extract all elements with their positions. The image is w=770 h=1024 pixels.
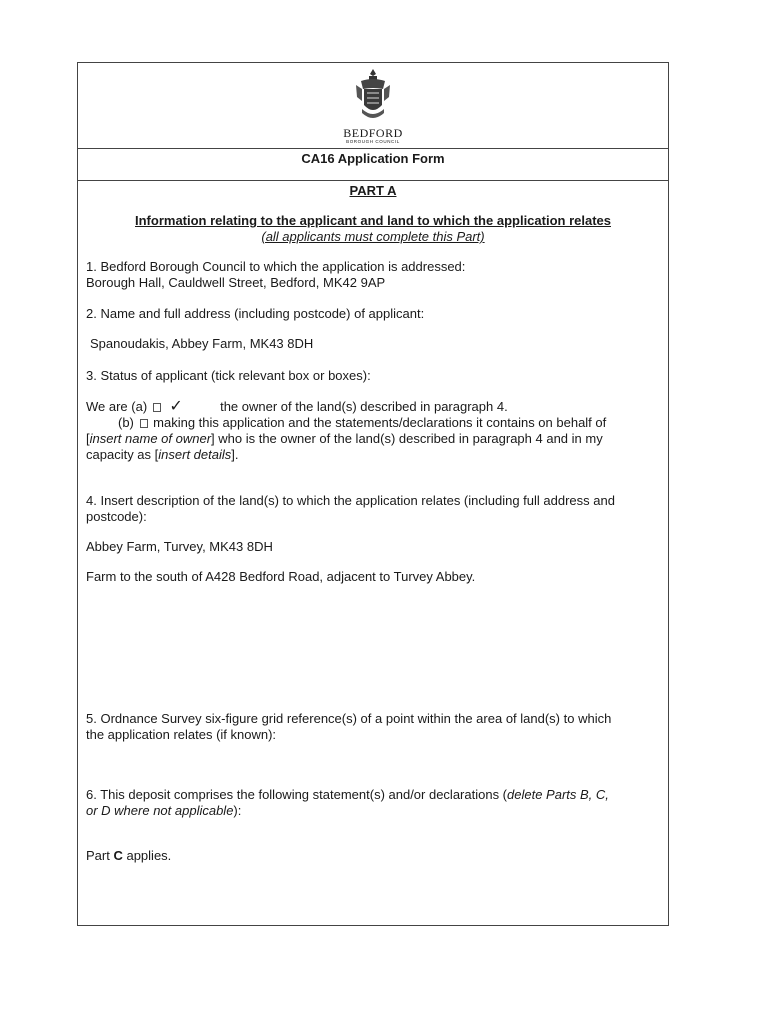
- land-address: Abbey Farm, Turvey, MK43 8DH: [86, 539, 273, 554]
- brand-subtitle: BOROUGH COUNCIL: [346, 139, 400, 144]
- q1-answer: Borough Hall, Cauldwell Street, Bedford, MK42 9AP: [86, 275, 386, 290]
- capacity-label: capacity as [: [86, 447, 159, 462]
- q3-text: 3. Status of applicant (tick relevant box or boxes):: [86, 368, 371, 383]
- applies-text: applies.: [122, 848, 172, 863]
- checkbox-a[interactable]: [153, 403, 161, 412]
- council-logo: [78, 67, 668, 145]
- option-b-line2: ] who is the owner of the land(s) described in paragraph 4 and in my: [211, 431, 603, 446]
- part-label: Part: [86, 848, 114, 863]
- q3-option-b-line2: [86, 431, 603, 447]
- bracket-close: ].: [231, 447, 239, 462]
- q6-answer: [86, 848, 171, 864]
- q6-line1: [86, 787, 609, 803]
- q6-line2: [86, 803, 241, 819]
- checkbox-b[interactable]: [140, 419, 148, 428]
- applicant-answer: Spanoudakis, Abbey Farm, MK43 8DH: [90, 336, 314, 351]
- q3-option-b-line3: [86, 447, 238, 463]
- q1-text: 1. Bedford Borough Council to which the application is addressed:: [86, 259, 466, 274]
- section-subheading: (all applicants must complete this Part): [261, 229, 485, 244]
- q4-line1: 4. Insert description of the land(s) to which the application relates (including full address and: [86, 493, 615, 508]
- q6-close: ):: [233, 803, 242, 818]
- bracket: [: [86, 431, 90, 446]
- q2-answer: [90, 336, 313, 352]
- q4-answer2: Farm to the south of A428 Bedford Road, adjacent to Turvey Abbey.: [86, 569, 476, 584]
- option-b-prefix: (b): [118, 415, 134, 430]
- section-heading: Information relating to the applicant and land to which the application relates: [135, 213, 611, 228]
- q3-option-a: [86, 399, 508, 415]
- divider: [78, 180, 668, 181]
- part-letter: C: [113, 848, 123, 863]
- part-title: PART A: [349, 183, 397, 198]
- q6-text: 6. This deposit comprises the following statement(s) and/or declarations (: [86, 787, 508, 802]
- q3-option-b: [118, 415, 606, 431]
- option-a-prefix: We are (a): [86, 399, 148, 414]
- q5-line1: 5. Ordnance Survey six-figure grid reference(s) of a point within the area of land(s) to which: [86, 711, 612, 726]
- q5-line2: the application relates (if known):: [86, 727, 277, 742]
- q4-line2: postcode):: [86, 509, 147, 524]
- option-a-text: the owner of the land(s) described in paragraph 4.: [220, 399, 508, 414]
- crest-icon: [353, 67, 393, 125]
- q6-italic-2: or D where not applicable: [86, 803, 234, 818]
- form-frame: [77, 62, 669, 926]
- q4-answer1: [86, 539, 273, 555]
- checkmark-icon: ✓: [169, 398, 183, 415]
- details-placeholder: insert details: [158, 447, 232, 462]
- form-title: CA16 Application Form: [301, 151, 445, 166]
- divider: [78, 148, 668, 149]
- option-b-text: making this application and the statements/declarations it contains on behalf of: [153, 415, 607, 430]
- owner-placeholder: insert name of owner: [89, 431, 212, 446]
- q6-italic: delete Parts B, C,: [507, 787, 609, 802]
- brand-name: BEDFORD: [343, 126, 403, 140]
- q2-text: 2. Name and full address (including postcode) of applicant:: [86, 306, 425, 321]
